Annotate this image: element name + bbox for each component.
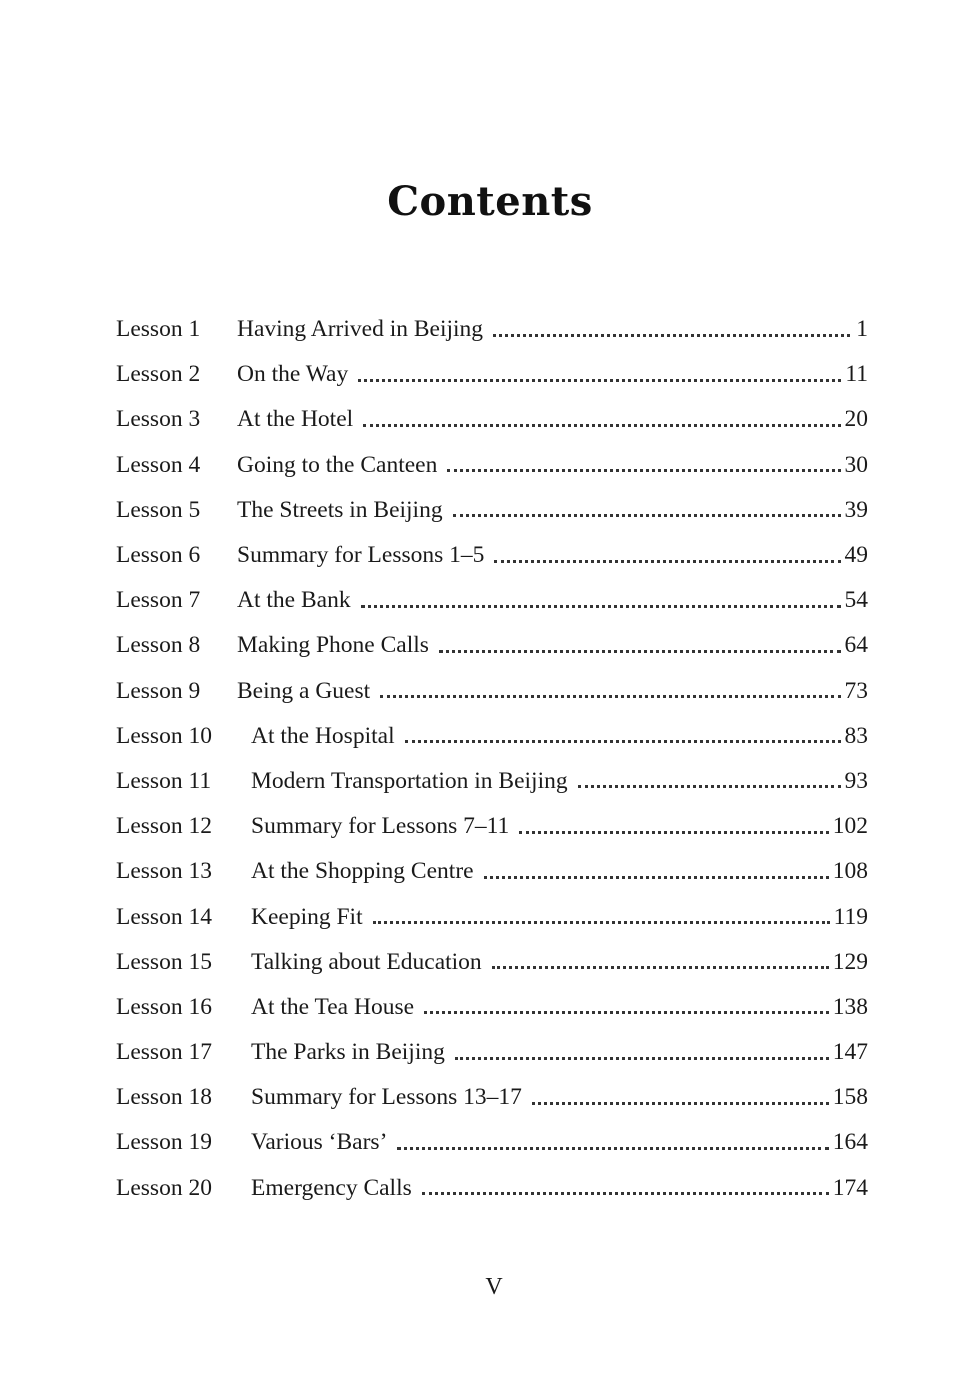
- lesson-number: Lesson 14: [116, 903, 212, 930]
- toc-entry[interactable]: [116, 940, 868, 985]
- page-number: 1: [856, 316, 868, 343]
- lesson-title: Keeping Fit: [251, 903, 363, 930]
- dot-leader: [380, 694, 840, 698]
- page-number: 102: [832, 813, 868, 840]
- dot-leader: [447, 468, 840, 472]
- toc-entry[interactable]: [116, 759, 868, 804]
- toc-entry[interactable]: [116, 669, 868, 714]
- page-number: 108: [832, 858, 868, 885]
- lesson-title: Emergency Calls: [251, 1174, 412, 1201]
- page-number: 174: [832, 1174, 868, 1201]
- lesson-number: Lesson 7: [116, 587, 201, 614]
- toc-entry[interactable]: [116, 488, 868, 533]
- page-number: 138: [832, 993, 868, 1020]
- lesson-title: At the Shopping Centre: [251, 858, 474, 885]
- lesson-title: The Parks in Beijing: [251, 1039, 445, 1066]
- dot-leader: [422, 1191, 829, 1195]
- dot-leader: [494, 559, 840, 563]
- lesson-number: Lesson 4: [116, 451, 201, 478]
- dot-leader: [361, 604, 841, 608]
- lesson-number: Lesson 12: [116, 813, 212, 840]
- page-title: Contents: [387, 178, 593, 225]
- dot-leader: [424, 1010, 829, 1014]
- lesson-number: Lesson 6: [116, 542, 201, 569]
- lesson-number: Lesson 11: [116, 767, 212, 794]
- toc-entry[interactable]: [116, 894, 868, 939]
- toc-entry[interactable]: [116, 623, 868, 668]
- toc-entry[interactable]: [116, 1075, 868, 1120]
- page-number: 30: [844, 451, 868, 478]
- dot-leader: [439, 649, 841, 653]
- lesson-number: Lesson 9: [116, 677, 201, 704]
- lesson-number: Lesson 15: [116, 948, 212, 975]
- toc-entry[interactable]: [116, 1166, 868, 1211]
- dot-leader: [373, 920, 830, 924]
- dot-leader: [484, 875, 829, 879]
- dot-leader: [492, 965, 829, 969]
- lesson-title: At the Bank: [237, 587, 351, 614]
- page-number: 147: [832, 1039, 868, 1066]
- lesson-number: Lesson 5: [116, 496, 201, 523]
- page-number: 11: [845, 361, 868, 388]
- toc-entry[interactable]: [116, 1120, 868, 1165]
- toc-entry[interactable]: [116, 849, 868, 894]
- dot-leader: [455, 1056, 829, 1060]
- lesson-title: At the Hotel: [237, 406, 354, 433]
- page-number: 54: [844, 587, 868, 614]
- dot-leader: [358, 378, 841, 382]
- lesson-title: Talking about Education: [251, 948, 482, 975]
- lesson-number: Lesson 1: [116, 316, 201, 343]
- lesson-title: At the Tea House: [251, 993, 415, 1020]
- lesson-title: Modern Transportation in Beijing: [251, 767, 568, 794]
- page-number: 73: [844, 677, 868, 704]
- toc-entry[interactable]: [116, 714, 868, 759]
- lesson-number: Lesson 17: [116, 1039, 212, 1066]
- lesson-title: Having Arrived in Beijing: [237, 316, 484, 343]
- dot-leader: [493, 333, 850, 337]
- lesson-title: Various ‘Bars’: [251, 1129, 388, 1156]
- page-number: 39: [844, 496, 868, 523]
- toc-entry[interactable]: [116, 352, 868, 397]
- lesson-number: Lesson 16: [116, 993, 212, 1020]
- lesson-title: Summary for Lessons 13–17: [251, 1084, 522, 1111]
- lesson-title: Going to the Canteen: [237, 451, 438, 478]
- dot-leader: [363, 423, 840, 427]
- toc-entry[interactable]: [116, 533, 868, 578]
- lesson-number: Lesson 20: [116, 1174, 212, 1201]
- lesson-title: Summary for Lessons 1–5: [237, 542, 485, 569]
- lesson-title: On the Way: [237, 361, 349, 388]
- table-of-contents: [116, 307, 868, 1211]
- page-number: 49: [844, 542, 868, 569]
- lesson-number: Lesson 18: [116, 1084, 212, 1111]
- dot-leader: [453, 513, 841, 517]
- page-number: 164: [832, 1129, 868, 1156]
- toc-entry[interactable]: [116, 578, 868, 623]
- toc-entry[interactable]: [116, 397, 868, 442]
- dot-leader: [405, 739, 841, 743]
- page-number: 83: [844, 722, 868, 749]
- lesson-title: Being a Guest: [237, 677, 371, 704]
- page-folio: V: [485, 1274, 503, 1300]
- toc-entry[interactable]: [116, 307, 868, 352]
- lesson-title: At the Hospital: [251, 722, 395, 749]
- lesson-number: Lesson 2: [116, 361, 201, 388]
- lesson-number: Lesson 8: [116, 632, 201, 659]
- dot-leader: [519, 830, 828, 834]
- lesson-title: The Streets in Beijing: [237, 496, 443, 523]
- page-number: 129: [832, 948, 868, 975]
- dot-leader: [532, 1101, 829, 1105]
- lesson-number: Lesson 13: [116, 858, 212, 885]
- toc-entry[interactable]: [116, 985, 868, 1030]
- toc-entry[interactable]: [116, 804, 868, 849]
- page-number: 119: [833, 903, 868, 930]
- page-number: 93: [844, 767, 868, 794]
- lesson-title: Summary for Lessons 7–11: [251, 813, 510, 840]
- dot-leader: [578, 784, 841, 788]
- page-number: 158: [832, 1084, 868, 1111]
- lesson-number: Lesson 10: [116, 722, 212, 749]
- dot-leader: [397, 1146, 828, 1150]
- lesson-number: Lesson 3: [116, 406, 201, 433]
- toc-entry[interactable]: [116, 443, 868, 488]
- toc-entry[interactable]: [116, 1030, 868, 1075]
- page-number: 64: [844, 632, 868, 659]
- lesson-title: Making Phone Calls: [237, 632, 429, 659]
- lesson-number: Lesson 19: [116, 1129, 212, 1156]
- page-number: 20: [844, 406, 868, 433]
